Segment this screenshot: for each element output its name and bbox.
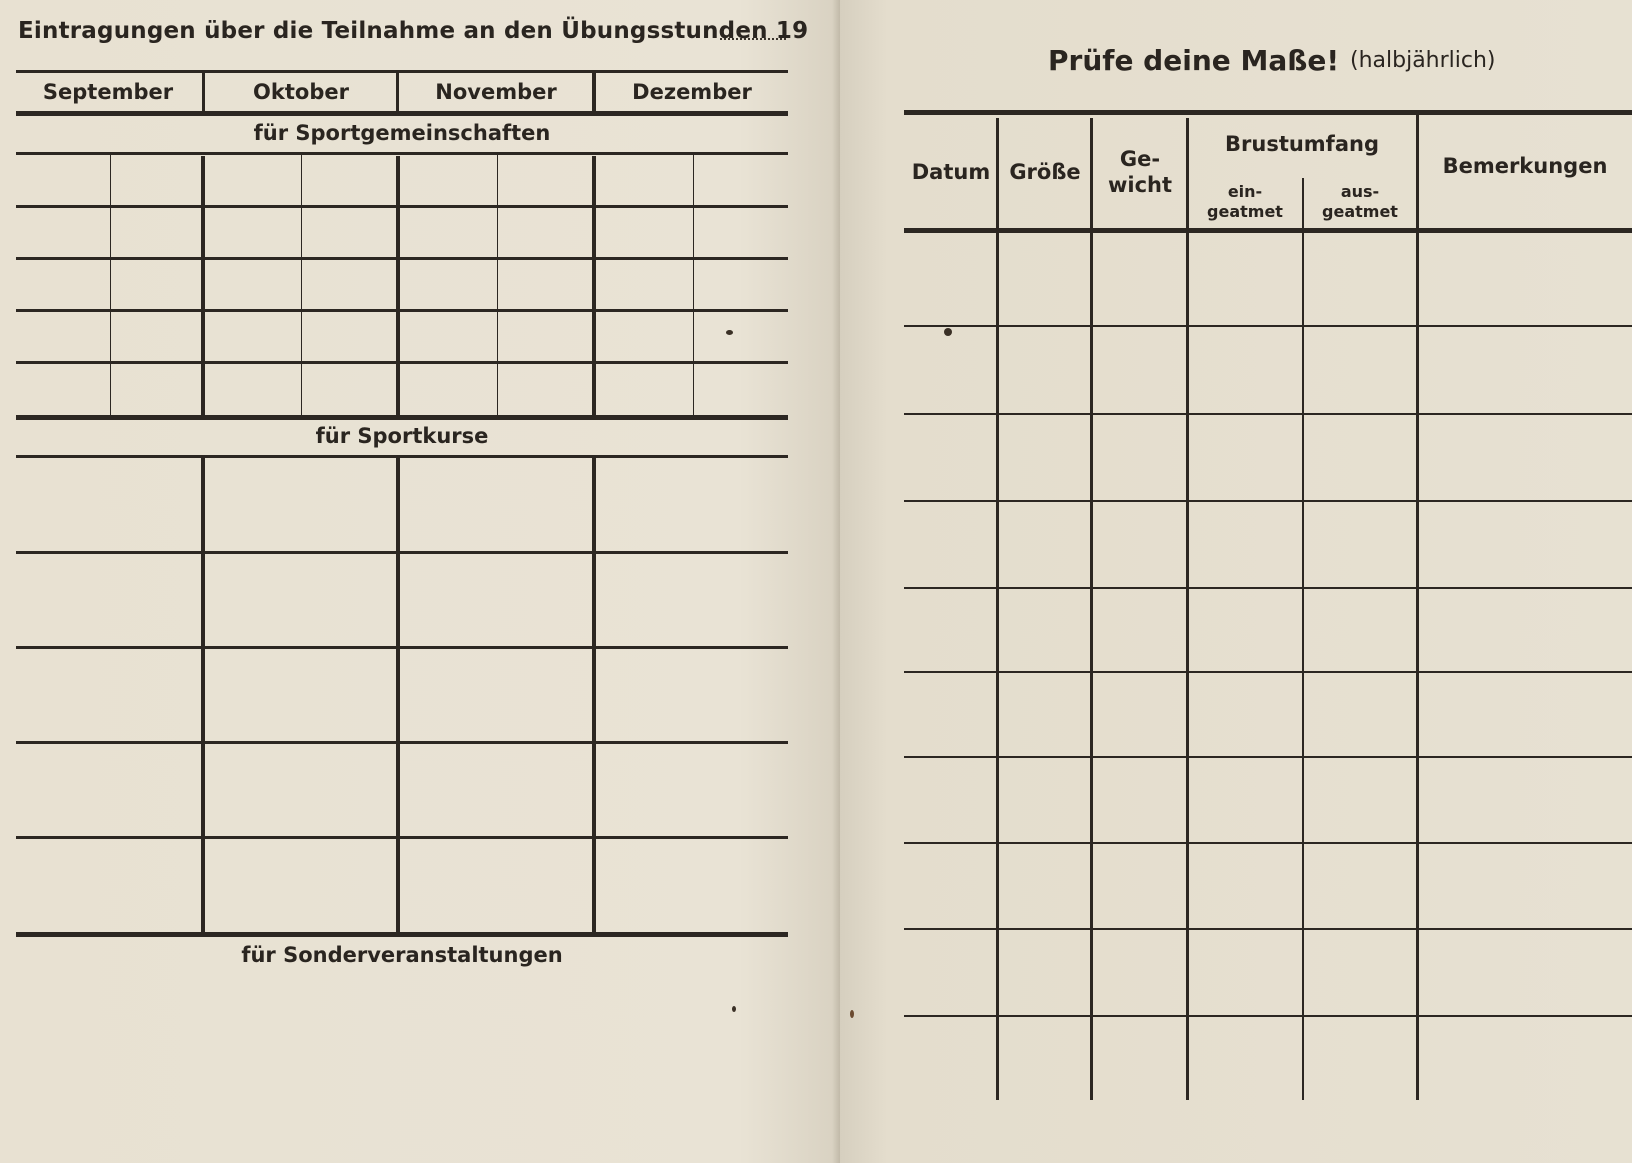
month-dezember: Dezember: [632, 80, 752, 104]
section-label-sonderveranstaltungen: für Sonderveranstaltungen: [241, 943, 563, 967]
column-bemerkungen: Bemerkungen: [1442, 154, 1608, 178]
measurements-title: Prüfe deine Maße!: [1048, 44, 1340, 77]
column-brustumfang: Brustumfang: [1225, 132, 1379, 156]
column-gewicht: Ge- wicht: [1107, 147, 1173, 197]
ink-speck: [726, 330, 733, 335]
month-november: November: [435, 80, 557, 104]
column-datum: Datum: [911, 160, 991, 184]
ink-speck: [944, 328, 952, 336]
column-eingeatmet: ein- geatmet: [1207, 182, 1283, 221]
section-label-sportkurse: für Sportkurse: [315, 424, 489, 448]
section-label-sportgemeinschaften: für Sportgemeinschaften: [253, 121, 551, 145]
month-header-bottom-line: [16, 111, 788, 116]
ink-speck: [732, 1006, 736, 1012]
measurements-subtitle: (halbjährlich): [1350, 48, 1496, 73]
ink-speck: [850, 1010, 854, 1018]
year-fill-in-line: [720, 38, 786, 40]
column-groesse: Größe: [1009, 160, 1081, 184]
column-ausgeatmet: aus- geatmet: [1322, 182, 1398, 221]
attendance-title: Eintragungen über die Teilnahme an den Übungsstunden 19: [18, 18, 809, 44]
month-header-top-line: [16, 70, 788, 73]
month-oktober: Oktober: [253, 80, 349, 104]
month-september: September: [42, 80, 174, 104]
